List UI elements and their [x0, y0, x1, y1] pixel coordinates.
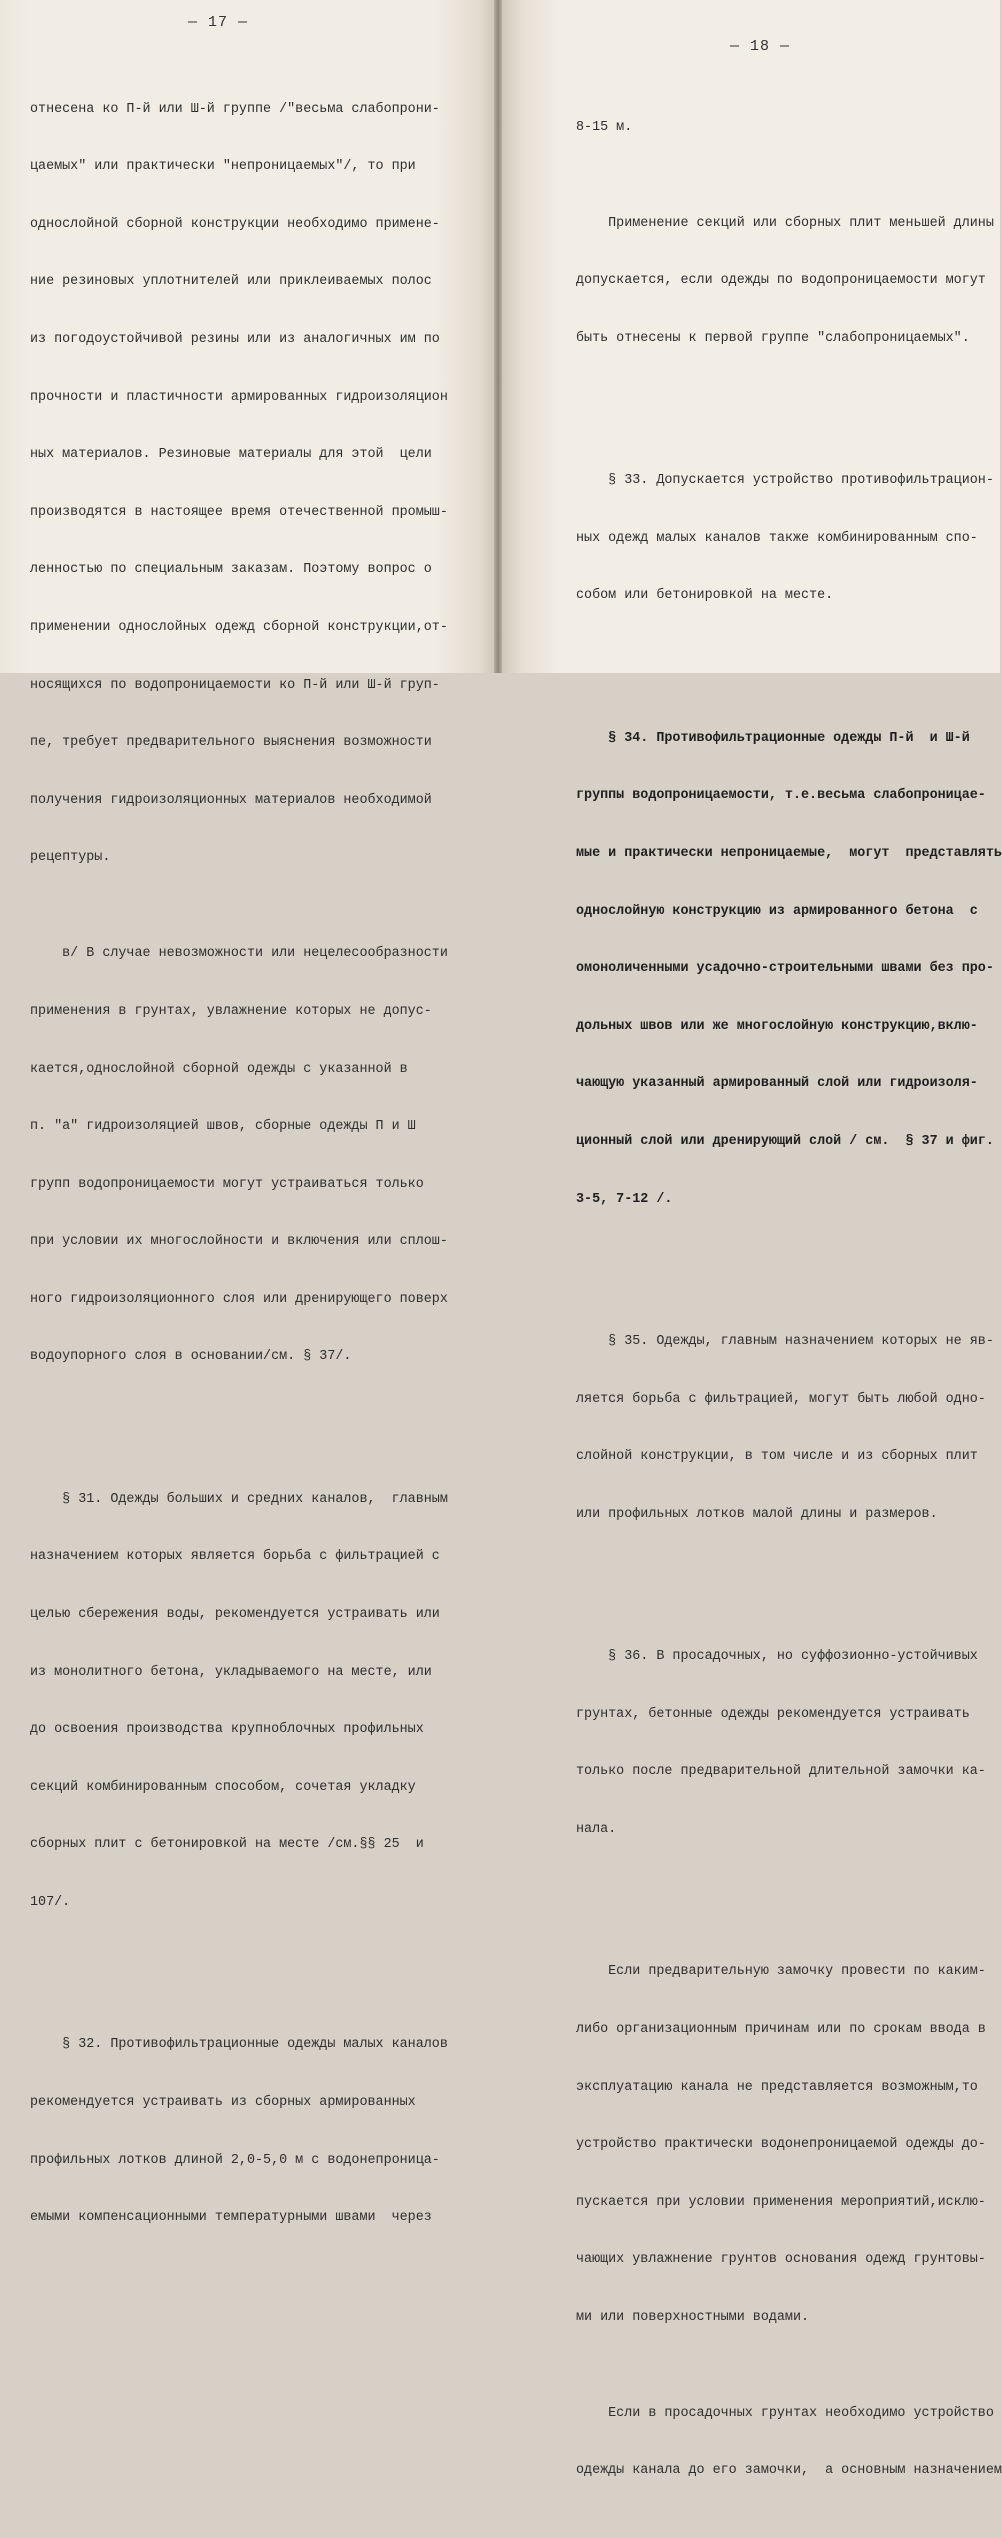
text-line: § 36. В просадочных, но суффозионно-устойчивых — [576, 1649, 978, 1665]
text-line: собом или бетонировкой на месте. — [576, 588, 834, 604]
text-line: назначением которых является борьба с фильтрацией с — [30, 1549, 440, 1565]
text-line: производятся в настоящее время отечественной промыш- — [30, 504, 448, 520]
text-line: Если предварительную замочку провести по каким- — [576, 1964, 986, 1980]
text-line: ляется борьба с фильтрацией, могут быть любой одно- — [576, 1391, 986, 1407]
paragraph-spacer — [30, 1970, 448, 1978]
paragraph-spacer — [576, 406, 1002, 414]
right-page-text — [576, 60, 1002, 2538]
text-line: омоноличенными усадочно-строительными швами без про- — [576, 961, 994, 977]
text-line: отнесена ко П-й или Ш-й группе /"весьма слабопрони- — [30, 101, 440, 117]
paragraph-spacer — [576, 1582, 1002, 1590]
text-line: однослойную конструкцию из армированного бетона с — [576, 903, 978, 919]
paragraph — [30, 82, 448, 903]
paragraph-spacer — [576, 663, 1002, 671]
text-line: ных материалов. Резиновые материалы для этой цели — [30, 447, 432, 463]
paragraph — [30, 927, 448, 1403]
paragraph — [576, 2387, 1002, 2517]
text-line: одежды канала до его замочки, а основным назначением — [576, 2463, 1002, 2479]
text-line: пускается при условии применения мероприятий,исклю- — [576, 2194, 986, 2210]
text-line: только после предварительной длительной замочки ка- — [576, 1764, 986, 1780]
text-line: сборных плит с бетонировкой на месте /см.§§ 25 и — [30, 1837, 424, 1853]
page-number-17: — 17 — — [188, 14, 249, 31]
text-line: при условии их многослойности и включения или сплош- — [30, 1234, 448, 1250]
text-line: либо организационным причинам или по срокам ввода в — [576, 2021, 986, 2037]
text-line: мые и практически непроницаемые, могут представлять — [576, 845, 1002, 861]
text-line: до освоения производства крупноблочных профильных — [30, 1722, 424, 1738]
text-line: чающих увлажнение грунтов основания одежд грунтовы- — [576, 2252, 986, 2268]
text-line: 3-5, 7-12 /. — [576, 1191, 673, 1207]
text-line: § 31. Одежды больших и средних каналов, главным — [30, 1491, 448, 1507]
text-line: целью сбережения воды, рекомендуется устраивать или — [30, 1607, 440, 1623]
text-line: профильных лотков длиной 2,0-5,0 м с водонепроница- — [30, 2152, 440, 2168]
book-gutter — [494, 0, 502, 673]
text-line: получения гидроизоляционных материалов необходимой — [30, 792, 432, 808]
text-line: § 33. Допускается устройство противофильтрацион- — [576, 473, 994, 489]
paragraph — [30, 2018, 448, 2263]
text-line: из монолитного бетона, укладываемого на месте, или — [30, 1664, 432, 1680]
text-line: 107/. — [30, 1895, 71, 1911]
text-line: допускается, если одежды по водопроницаемости могут — [576, 273, 986, 289]
text-line: ние резиновых уплотнителей или приклеиваемых полос — [30, 274, 432, 290]
left-page — [0, 0, 494, 2226]
text-line: рецептуры. — [30, 850, 111, 866]
text-line: носящихся по водопроницаемости ко П-й или Ш-й груп- — [30, 677, 440, 693]
text-line: Если в просадочных грунтах необходимо устройство — [576, 2405, 994, 2421]
text-line: секций комбинированным способом, сочетая укладку — [30, 1779, 416, 1795]
text-line: пе, требует предварительного выяснения возможности — [30, 735, 432, 751]
page-number-18: — 18 — — [730, 38, 791, 55]
paragraph — [576, 1630, 1002, 1875]
text-line: грунтах, бетонные одежды рекомендуется устраивать — [576, 1706, 970, 1722]
text-line: быть отнесены к первой группе "слабопроницаемых". — [576, 330, 970, 346]
text-line: ционный слой или дренирующий слой / см. § 37 и фиг. — [576, 1133, 994, 1149]
paragraph — [576, 100, 1002, 173]
text-line: чающую указанный армированный слой или гидроизоля- — [576, 1076, 978, 1092]
text-line: § 32. Противофильтрационные одежды малых каналов — [30, 2037, 448, 2053]
paragraph — [576, 1945, 1002, 2363]
left-page-text — [30, 42, 448, 2285]
text-line: устройство практически водонепроницаемой одежды до- — [576, 2137, 986, 2153]
text-line: эксплуатацию канала не представляется возможным,то — [576, 2079, 978, 2095]
text-line: § 34. Противофильтрационные одежды П-й и Ш-й — [576, 730, 970, 746]
text-line: слойной конструкции, в том числе и из сборных плит — [576, 1449, 978, 1465]
text-line: нала. — [576, 1821, 617, 1837]
paragraph — [576, 1315, 1002, 1560]
text-line: применении однослойных одежд сборной конструкции,от- — [30, 619, 448, 635]
text-line: прочности и пластичности армированных гидроизоляцион — [30, 389, 448, 405]
text-line: групп водопроницаемости могут устраиваться только — [30, 1176, 424, 1192]
text-line: кается,однослойной сборной одежды с указанной в — [30, 1061, 408, 1077]
text-line: ми или поверхностными водами. — [576, 2309, 810, 2325]
text-line: емыми компенсационными температурными швами через — [30, 2210, 432, 2226]
text-line: однослойной сборной конструкции необходимо примене- — [30, 216, 440, 232]
text-line: 8-15 м. — [576, 119, 633, 135]
text-line: применения в грунтах, увлажнение которых не допус- — [30, 1003, 432, 1019]
text-line: рекомендуется устраивать из сборных армированных — [30, 2095, 416, 2111]
text-line: цаемых" или практически "непроницаемых"/, то при — [30, 159, 416, 175]
paragraph-spacer — [30, 1424, 448, 1432]
text-line: ного гидроизоляционного слоя или дренирующего поверх — [30, 1291, 448, 1307]
text-line: из погодоустойчивой резины или из аналогичных им по — [30, 331, 440, 347]
paragraph-spacer — [576, 1897, 1002, 1905]
text-line: группы водопроницаемости, т.е.весьма слабопроницае- — [576, 788, 986, 804]
text-line: § 35. Одежды, главным назначением которых не яв- — [576, 1333, 994, 1349]
text-line: дольных швов или же многослойную конструкцию,вклю- — [576, 1018, 978, 1034]
text-line: ных одежд малых каналов также комбинированным спо- — [576, 530, 978, 546]
text-line: Применение секций или сборных плит меньшей длины — [576, 215, 994, 231]
text-line: водоупорного слоя в основании/см. § 37/. — [30, 1349, 352, 1365]
text-line: п. "а" гидроизоляцией швов, сборные одежды П и Ш — [30, 1119, 416, 1135]
text-line: ленностью по специальным заказам. Поэтому вопрос о — [30, 562, 432, 578]
paragraph — [30, 1473, 448, 1949]
paragraph-spacer — [576, 1266, 1002, 1274]
text-line: в/ В случае невозможности или нецелесообразности — [30, 946, 448, 962]
paragraph — [576, 196, 1002, 384]
right-page — [502, 0, 1002, 2479]
paragraph — [576, 712, 1002, 1245]
text-line: или профильных лотков малой длины и размеров. — [576, 1506, 938, 1522]
paragraph — [576, 454, 1002, 642]
